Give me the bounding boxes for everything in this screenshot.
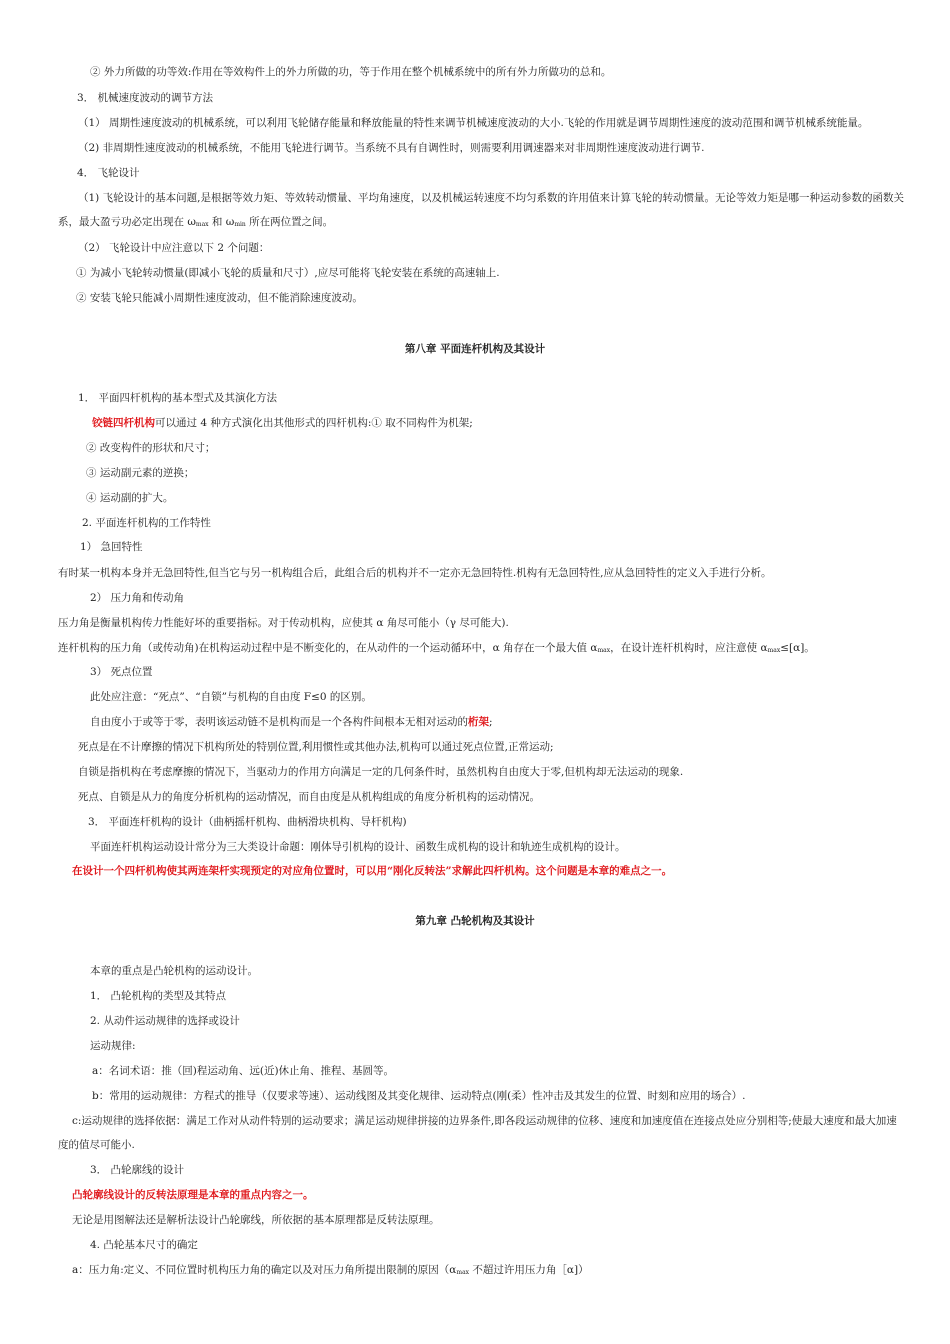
text-line: ② 安装飞轮只能减小周期性速度波动，但不能消除速度波动。 (76, 292, 363, 304)
section-heading: 3． 凸轮廓线的设计 (90, 1164, 185, 1176)
section-heading: 3． 机械速度波动的调节方法 (77, 92, 214, 104)
text-line: （1） 周期性速度波动的机械系统，可以利用飞轮储存能量和释放能量的特性来调节机械速度波动的大小.飞轮的作用就是调节周期性速度的波动范围和调节机械系统能量。 (78, 117, 869, 129)
text-line: 死点是在不计摩擦的情况下机构所处的特别位置,利用惯性或其他办法,机构可以通过死点位置,正常运动; (78, 741, 554, 753)
text-line: 死点、自锁是从力的角度分析机构的运动情况，而自由度是从机构组成的角度分析机构的运动情况。 (78, 791, 540, 803)
key-point: 凸轮廓线设计的反转法原理是本章的重点内容之一。 (72, 1189, 314, 1201)
text-line: 系，最大盈亏功必定出现在 $\omega_{max}$ 和 $\omega_{min}$ 所在两位置之间。 (58, 216, 334, 228)
key-point: 在设计一个四杆机构使其两连架杆实现预定的对应角位置时，可以用“刚化反转法”求解此四杆机构。这个问题是本章的难点之一。 (72, 865, 673, 877)
text-line: a：名词术语：推（回)程运动角、远(近)休止角、推程、基圆等。 (92, 1065, 395, 1077)
text-line: （2) 非周期性速度波动的机械系统，不能用飞轮进行调节。当系统不具有自调性时，则需要利用调速器来对非周期性速度波动进行调节. (78, 142, 705, 154)
text-line: c:运动规律的选择依据：满足工作对从动件特别的运动要求；满足运动规律拼接的边界条件,即各段运动规律的位移、速度和加速度值在连接点处应分别相等;使最大速度和最大加速 (72, 1115, 897, 1127)
text-line: ④ 运动副的扩大。 (86, 492, 174, 504)
section-heading: 4. 凸轮基本尺寸的确定 (90, 1239, 198, 1251)
chapter-title: 第九章 凸轮机构及其设计 (415, 915, 535, 927)
text-line: 连杆机构的压力角（或传动角)在机构运动过程中是不断变化的，在从动件的一个运动循环中，α 角存在一个最大值 $\alpha_{max}$，在设计连杆机构时，应注意使 $\alpha_{max}\le[\alpha]$。 (58, 642, 815, 654)
text-line: 运动规律: (90, 1040, 136, 1052)
highlight-term: 桁架 (468, 716, 489, 728)
text-line: 2） 压力角和传动角 (90, 592, 185, 604)
text-line: 3） 死点位置 (90, 666, 153, 678)
chapter-title: 第八章 平面连杆机构及其设计 (404, 343, 546, 355)
text-line: 本章的重点是凸轮机构的运动设计。 (90, 965, 258, 977)
text-line: ② 改变构件的形状和尺寸； (86, 442, 216, 454)
text-line: ③ 运动副元素的逆换； (86, 467, 195, 479)
text-line: 自锁是指机构在考虑摩擦的情况下，当驱动力的作用方向满足一定的几何条件时，虽然机构自由度大于零,但机构却无法运动的现象. (78, 766, 684, 778)
text-line: 自由度小于或等于零，表明该运动链不是机构而是一个各构件间根本无相对运动的桁架; (90, 716, 493, 728)
text-line: b：常用的运动规律：方程式的推导（仅要求等速）、运动线图及其变化规律、运动特点(刚(柔）性冲击及其发生的位置、时刻和应用的场合）. (92, 1090, 746, 1102)
text-line: 无论是用图解法还是解析法设计凸轮廓线，所依据的基本原理都是反转法原理。 (72, 1214, 440, 1226)
highlight-term: 铰链四杆机构 (92, 417, 155, 429)
text-line: a：压力角:定义、不同位置时机构压力角的确定以及对压力角所提出限制的原因（$\alpha_{max}$ 不超过许用压力角［α]） (72, 1264, 589, 1276)
text-line: 平面连杆机构运动设计常分为三大类设计命题：刚体导引机构的设计、函数生成机构的设计和轨迹生成机构的设计。 (90, 841, 626, 853)
text-line: 铰链四杆机构可以通过 4 种方式演化出其他形式的四杆机构:① 取不同构件为机架; (92, 417, 473, 429)
text-line: ① 为减小飞轮转动惯量(即减小飞轮的质量和尺寸）,应尽可能将飞轮安装在系统的高速轴上. (76, 267, 500, 279)
section-heading: 1． 凸轮机构的类型及其特点 (90, 990, 227, 1002)
text-line: 压力角是衡量机构传力性能好坏的重要指标。对于传动机构，应使其 α 角尽可能小（γ 尽可能大). (58, 617, 509, 629)
section-heading: 3． 平面连杆机构的设计（曲柄摇杆机构、曲柄滑块机构、导杆机构) (88, 816, 407, 828)
text-line: 度的值尽可能小. (58, 1139, 135, 1151)
text-line: （1) 飞轮设计的基本问题,是根据等效力矩、等效转动惯量、平均角速度，以及机械运转速度不均匀系数的许用值来计算飞轮的转动惯量。无论等效力矩是哪一种运动参数的函数关 (78, 192, 904, 204)
text-line: ② 外力所做的功等效:作用在等效构件上的外力所做的功，等于作用在整个机械系统中的所有外力所做功的总和。 (90, 66, 612, 78)
text-line: 此处应注意：“死点”、“自锁”与机构的自由度 F≤0 的区别。 (90, 691, 372, 703)
section-heading: 2. 平面连杆机构的工作特性 (82, 517, 211, 529)
text-line: （2） 飞轮设计中应注意以下 2 个问题： (78, 242, 270, 254)
section-heading: 1． 平面四杆机构的基本型式及其演化方法 (78, 392, 278, 404)
section-heading: 4． 飞轮设计 (77, 167, 140, 179)
text-line: 1） 急回特性 (80, 541, 143, 553)
text-line: 有时某一机构本身并无急回特性,但当它与另一机构组合后，此组合后的机构并不一定亦无急回特性.机构有无急回特性,应从急回特性的定义入手进行分析。 (58, 567, 772, 579)
section-heading: 2. 从动件运动规律的选择或设计 (90, 1015, 240, 1027)
